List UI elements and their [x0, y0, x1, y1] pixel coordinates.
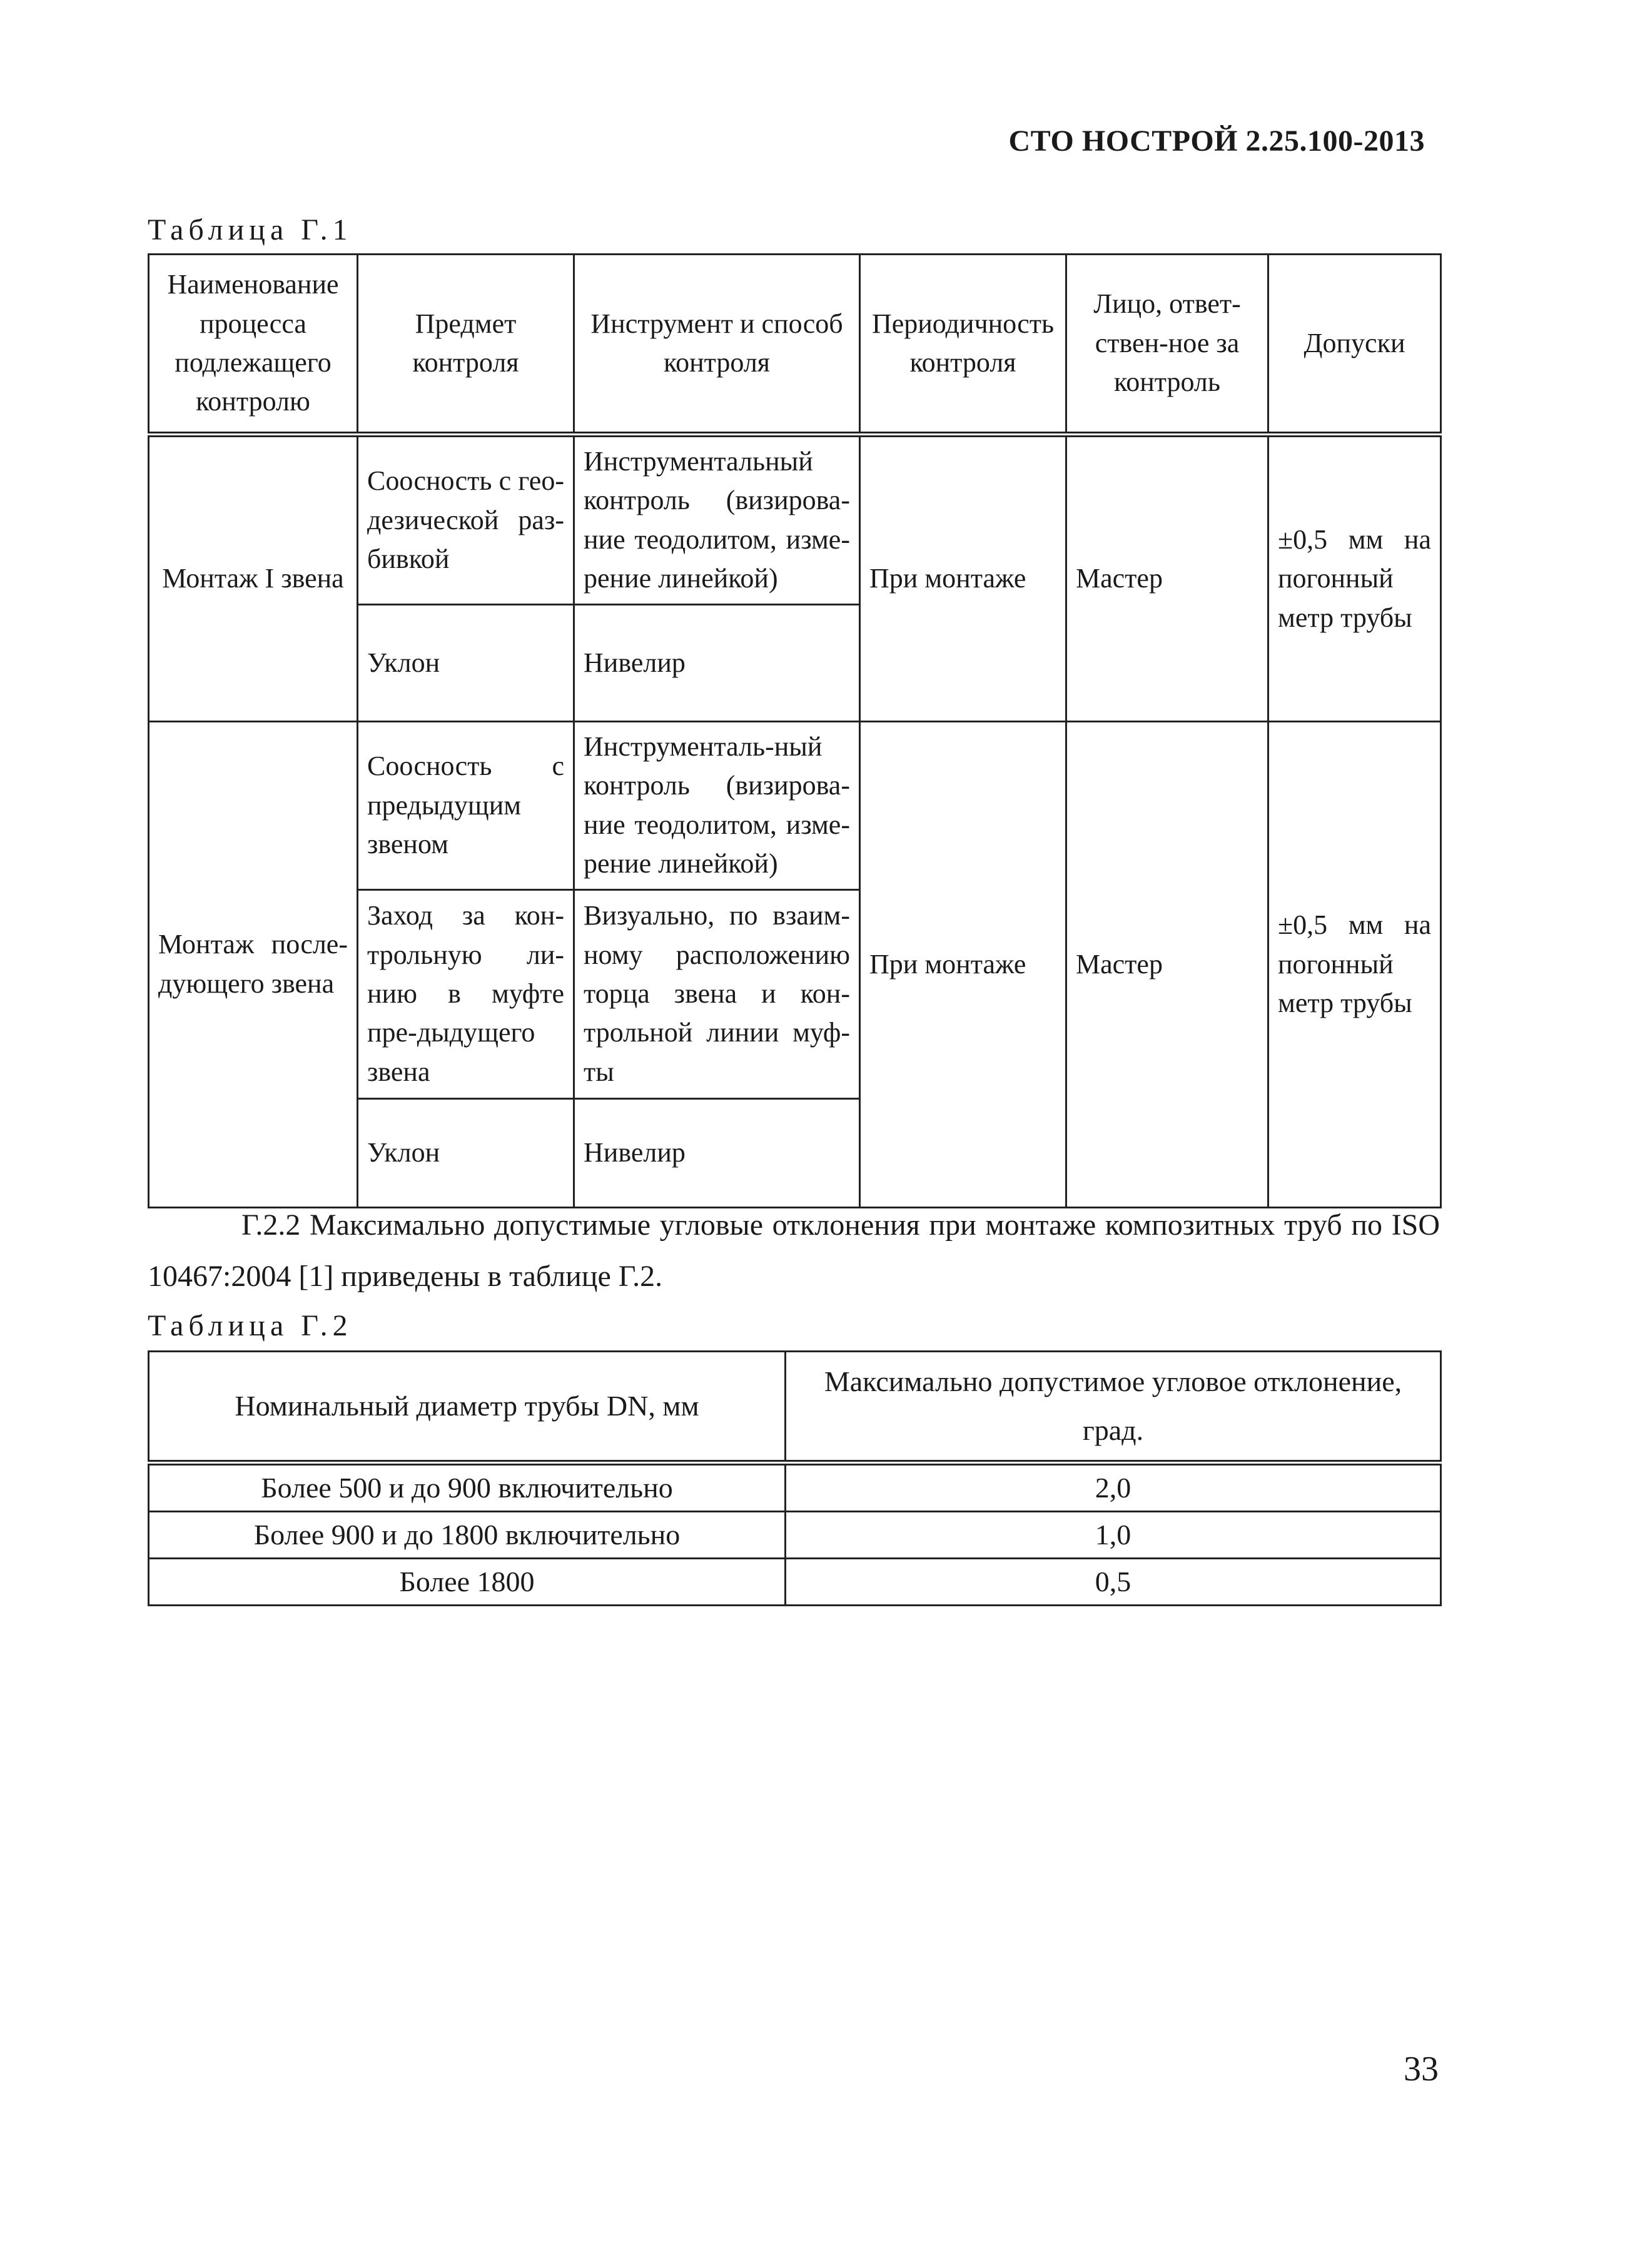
table-row	[149, 1559, 1441, 1606]
table1-header-period: Периодичность контроля	[860, 255, 1066, 435]
diameter-cell: Более 1800	[149, 1559, 786, 1606]
diameter-cell: Более 500 и до 900 включительно	[149, 1463, 786, 1512]
subject-cell: Уклон	[358, 1098, 574, 1207]
tool-cell: Визуально, по взаим-ному расположению торца звена и кон-трольной линии муф-ты	[574, 889, 860, 1098]
deviation-cell: 2,0	[786, 1463, 1441, 1512]
subject-cell: Заход за кон-трольную ли-нию в муфте пре-дыдущего звена	[358, 889, 574, 1098]
table1-header-tolerance: Допуски	[1268, 255, 1441, 435]
person-cell: Мастер	[1066, 721, 1268, 1207]
angular-deviation-table	[148, 1350, 1442, 1606]
tool-cell: Нивелир	[574, 604, 860, 721]
tool-cell: Нивелир	[574, 1098, 860, 1207]
table1-header-row	[149, 255, 1441, 435]
period-cell: При монтаже	[860, 721, 1066, 1207]
table2-caption: Таблица Г.2	[148, 1309, 353, 1342]
period-cell: При монтаже	[860, 435, 1066, 722]
body-paragraph: Г.2.2 Максимально допустимые угловые отклонения при монтаже композитных труб по ISO 10467:2004 [1] приведены в таблице Г.2.	[148, 1208, 1440, 1293]
tolerance-cell: ±0,5 мм на погонный метр трубы	[1268, 721, 1441, 1207]
table-row	[149, 435, 1441, 605]
deviation-cell: 1,0	[786, 1512, 1441, 1559]
tool-cell: Инструментальный контроль (визирова-ние теодолитом, изме-рение линейкой)	[574, 435, 860, 605]
table2-header-diameter: Номинальный диаметр трубы DN, мм	[149, 1352, 786, 1463]
table-row	[149, 721, 1441, 889]
person-cell: Мастер	[1066, 435, 1268, 722]
subject-cell: Уклон	[358, 604, 574, 721]
control-table	[148, 253, 1442, 1208]
diameter-cell: Более 900 и до 1800 включительно	[149, 1512, 786, 1559]
tolerance-cell: ±0,5 мм на погонный метр трубы	[1268, 435, 1441, 722]
table1-header-tool: Инструмент и способ контроля	[574, 255, 860, 435]
deviation-cell: 0,5	[786, 1559, 1441, 1606]
tool-cell: Инструменталь-ный контроль (визирова-ние теодолитом, изме-рение линейкой)	[574, 721, 860, 889]
table-row	[149, 1512, 1441, 1559]
document-code-header: СТО НОСТРОЙ 2.25.100-2013	[1008, 124, 1425, 158]
page-number: 33	[1404, 2050, 1439, 2088]
subject-cell: Соосность с предыдущим звеном	[358, 721, 574, 889]
table1-header-person: Лицо, ответ-ствен-ное за контроль	[1066, 255, 1268, 435]
table-row	[149, 1463, 1441, 1512]
process-cell: Монтаж I звена	[149, 435, 358, 722]
process-cell: Монтаж после-дующего звена	[149, 721, 358, 1207]
table1-header-process: Наименование процесса подлежащего контролю	[149, 255, 358, 435]
table1-caption: Таблица Г.1	[148, 213, 353, 246]
table2-header-deviation: Максимально допустимое угловое отклонение, град.	[786, 1352, 1441, 1463]
subject-cell: Соосность с гео-дезической раз-бивкой	[358, 435, 574, 605]
table2-header-row	[149, 1352, 1441, 1463]
table1-header-subject: Предмет контроля	[358, 255, 574, 435]
